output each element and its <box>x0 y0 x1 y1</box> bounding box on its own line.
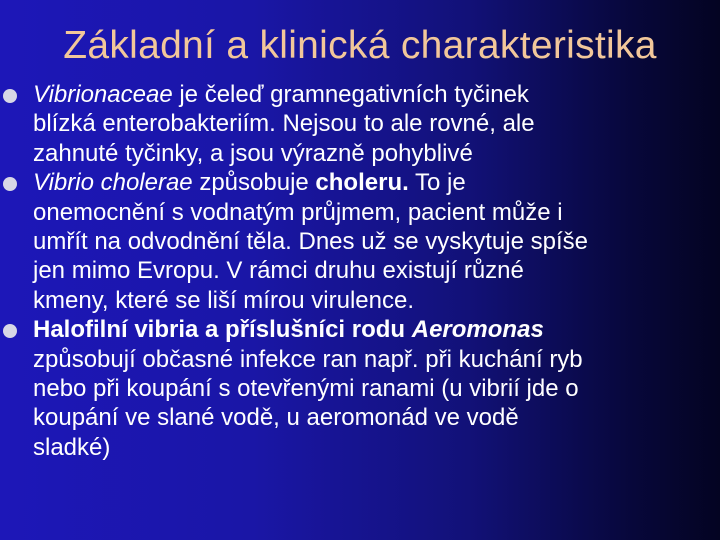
bullet-text-segment: koupání ve slané vodě, u aeromonád ve vodě <box>33 404 519 432</box>
bullet-line <box>33 256 693 285</box>
bullet-line <box>33 227 693 256</box>
bullet-line <box>33 315 693 344</box>
bullet-text-segment: zahnuté tyčinky, a jsou výrazně pohyblivé <box>33 139 473 167</box>
bullet-dot-icon <box>3 89 17 103</box>
slide-title: Základní a klinická charakteristika <box>63 24 657 67</box>
bullet-text-segment: sladké) <box>33 433 111 461</box>
bullet-item <box>33 315 693 462</box>
bullet-line <box>33 198 693 227</box>
bullet-line <box>33 286 693 315</box>
bullet-text-segment: umřít na odvodnění těla. Dnes už se vyskytuje spíše <box>33 228 588 256</box>
bullet-line <box>33 139 693 168</box>
bullet-text-segment: Aeromonas <box>411 316 544 344</box>
bullet-line <box>33 168 693 197</box>
bullet-text-segment: onemocnění s vodnatým průjmem, pacient může i <box>33 198 563 226</box>
bullet-line <box>33 433 693 462</box>
bullet-line <box>33 345 693 374</box>
bullet-text-segment: Halofilní vibria a příslušníci rodu <box>33 316 412 344</box>
bullet-line <box>33 374 693 403</box>
bullet-text-segment: To je <box>408 169 466 197</box>
bullet-line <box>33 80 693 109</box>
bullet-text-segment: Vibrionaceae <box>33 81 173 108</box>
bullet-text-segment: je čeleď gramnegativních tyčinek <box>172 81 529 108</box>
bullet-text-segment: způsobuje <box>192 169 316 197</box>
bullet-dot-icon <box>3 324 17 338</box>
bullet-text-segment: kmeny, které se liší mírou virulence. <box>33 286 415 314</box>
bullet-item <box>33 80 693 168</box>
bullet-list <box>33 80 693 462</box>
bullet-text-segment: způsobují občasné infekce ran např. při kuchání ryb <box>33 345 583 373</box>
bullet-text-segment: nebo při koupání s otevřenými ranami (u vibrií jde o <box>33 375 579 403</box>
bullet-text-segment: blízká enterobakteriím. Nejsou to ale rovné, ale <box>33 110 535 138</box>
bullet-text-segment: choleru. <box>315 169 409 197</box>
bullet-text-segment: jen mimo Evropu. V rámci druhu existují různé <box>33 257 524 285</box>
bullet-text-segment: Vibrio cholerae <box>33 169 193 197</box>
bullet-line <box>33 403 693 432</box>
bullet-dot-icon <box>3 177 17 191</box>
bullet-line <box>33 109 693 138</box>
bullet-item <box>33 168 693 315</box>
